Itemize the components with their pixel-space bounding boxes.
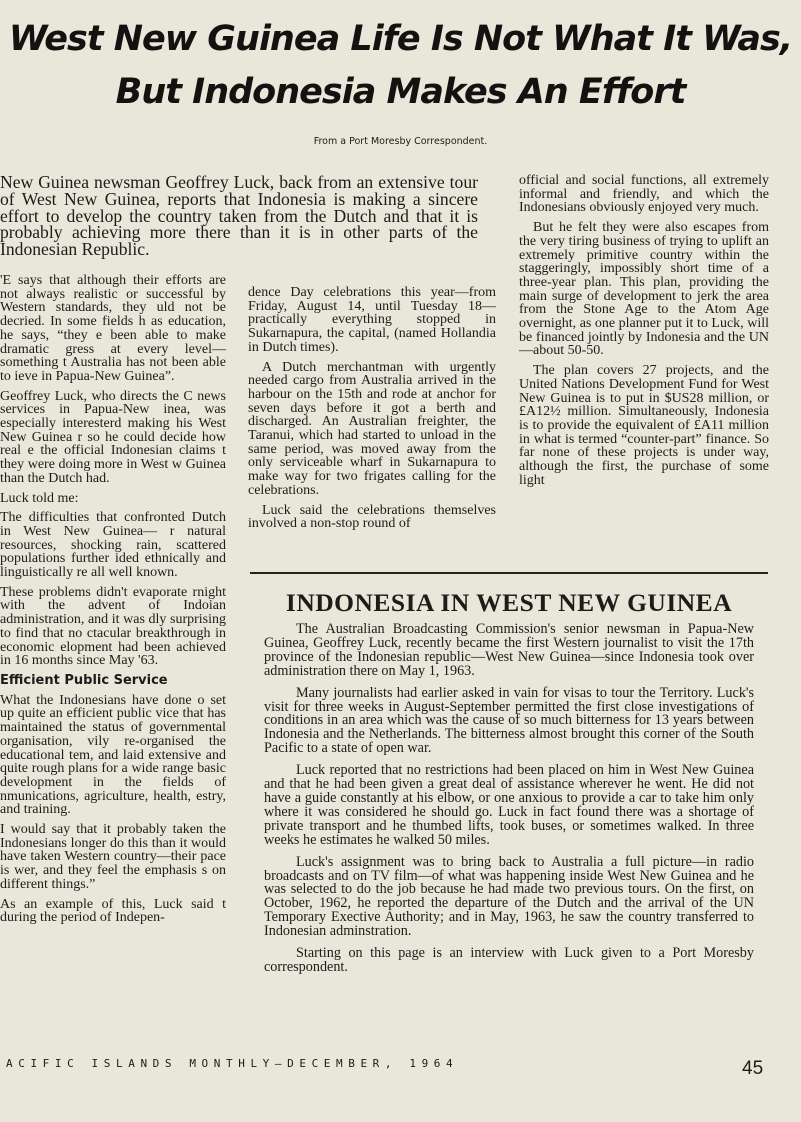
article-paragraph: official and social functions, all extremely informal and friendly, and which the Indonesians obviously enjoyed very much. — [519, 173, 769, 216]
article-paragraph: As an example of this, Luck said t during the period of Indepen- — [0, 896, 226, 926]
box-paragraph: Luck reported that no restrictions had been placed on him in West New Guinea and that he had been given a great deal of assistance wherever he went. He did not have a guide constantly at his elbow, or one anxious to provide a car to take him only where it was considered he should go. Luck in fact found there was a shortage of private transport and he thumbed lifts, took buses, or sometimes walked. In three weeks he estimates he walked 50 miles. — [264, 762, 754, 848]
running-footer: ACIFIC ISLANDS MONTHLY—DECEMBER, 1964 — [6, 1057, 459, 1070]
page-number: 45 — [742, 1058, 764, 1079]
article-paragraph: Luck said the celebrations themselves involved a non-stop round of — [248, 502, 496, 532]
headline-line-2: But Indonesia Makes An Effort — [115, 72, 686, 112]
box-heading: INDONESIA IN WEST NEW GUINEA — [285, 588, 733, 617]
box-paragraph: Luck's assignment was to bring back to Australia a full picture—in radio broadcasts and on TV film—of what was happening inside West New Guinea and he was selected to do the job because he had made two previous tours. On the first, on October, 1962, he reported the departure of the Dutch and the arrival of the UN Temporary Exective Authority; and in May, 1963, he saw the country transferred to Indonesian adminstration. — [264, 853, 754, 940]
subheading: Efficient Public Service — [0, 672, 168, 688]
article-paragraph: A Dutch merchantman with urgently needed cargo from Australia arrived in the harbour on the 15th and rode at anchor for seven days before it got a berth and discharged. An Australian freighter, the Taranui, which had started to unload in the same period, was moved away from the only serviceable wharf in Sukarnapura to make way for two frigates calling for the celebrations. — [248, 359, 496, 498]
box-paragraph: Starting on this page is an interview with Luck given to a Port Moresby correspondent. — [264, 945, 754, 975]
box-paragraph: The Australian Broadcasting Commission's senior newsman in Papua-New Guinea, Geoffrey Luck, recently became the first Western journalist to visit the 17th province of the Indonesian republic—West New Guinea—since Indonesia took over administration there on May 1, 1963. — [264, 621, 754, 679]
article-paragraph: Geoffrey Luck, who directs the C news services in Papua-New inea, was especially interesterd making his West New Guinea r so he could decide how real e the official Indonesian claims t they were doing more in West w Guinea than the Dutch had. — [0, 388, 226, 486]
article-paragraph: What the Indonesians have done o set up quite an efficient public vice that has maintained the status of governmental organisation, vily re-organised the educational tem, and laid extensive and quite rough plans for a wide range basic development in the fields of nmunications, agriculture, health, estry, and training. — [0, 692, 226, 818]
sidebar-box — [264, 623, 754, 983]
article-paragraph: dence Day celebrations this year—from Friday, August 14, until Tuesday 18—practically everything stopped in Sukarnapura, the capital, (named Hollandia in Dutch times). — [248, 285, 496, 355]
article-paragraph: The difficulties that confronted Dutch in West New Guinea— r natural resources, shocking rain, scattered populations further ided ethnically and linguistically re all well known. — [0, 510, 226, 581]
box-paragraph: Many journalists had earlier asked in vain for visas to tour the Territory. Luck's visit for three weeks in August-September permitted the first close investigations of conditions in an area which was the cause of so much bitterness for 13 years between Indonesia and the Netherlands. The bitterness almost brought this corner of the South Pacific to a state of open war. — [264, 684, 754, 757]
article-paragraph: I would say that it probably taken the Indonesians longer do this than it would have taken Western country—their pace is wer, and they feel the emphasis s on different things.” — [0, 822, 226, 892]
article-column-2 — [248, 286, 496, 537]
box-divider — [250, 572, 768, 574]
byline: From a Port Moresby Correspondent. — [313, 136, 488, 147]
article-paragraph: The plan covers 27 projects, and the United Nations Development Fund for West New Guinea is to put in $US28 million, or £A12½ million. Simultaneously, Indonesia is to provide the equivalent of £A11 million in what is termed “counter-part” finance. So far none of these projects is under way, although the first, the purchase of some light — [519, 363, 769, 488]
article-paragraph: Luck told me: — [0, 490, 79, 506]
headline-line-1: West New Guinea Life Is Not What It Was, — [8, 19, 793, 59]
article-column-3 — [519, 174, 769, 493]
article-paragraph: But he felt they were also escapes from the very tiring business of trying to uplift an extremely primitive country within the staggeringly, impossibly short time of a three-year plan. This plan, providing the main surge of development to jerk the area from the Stone Age to the Atom Age overnight, as one planner put it to Luck, will be financed jointly by Indonesia and the UN—about 50-50. — [519, 220, 769, 359]
article-column-1 — [0, 274, 226, 931]
article-paragraph: 'E says that although their efforts are not always realistic or successful by Western standards, they uld not be decried. In some fields h as education, he says, “they e been able to make dramatic gress at every level—something t Australia has not been able to ieve in Papua-New Guinea”. — [0, 273, 226, 384]
lead-paragraph: New Guinea newsman Geoffrey Luck, back from an extensive tour of West New Guinea, reports that Indonesia is making a sincere effort to develop the country taken from the Dutch and that it is probably achieving more there than it is in other parts of the Indonesian Republic. — [0, 172, 478, 260]
article-paragraph: These problems didn't evaporate rnight with the advent of Indoian administration, and it was dly surprising to find that no ctacular breakthrough in economic elopment had been achieved in 16 months since May '63. — [0, 584, 226, 669]
